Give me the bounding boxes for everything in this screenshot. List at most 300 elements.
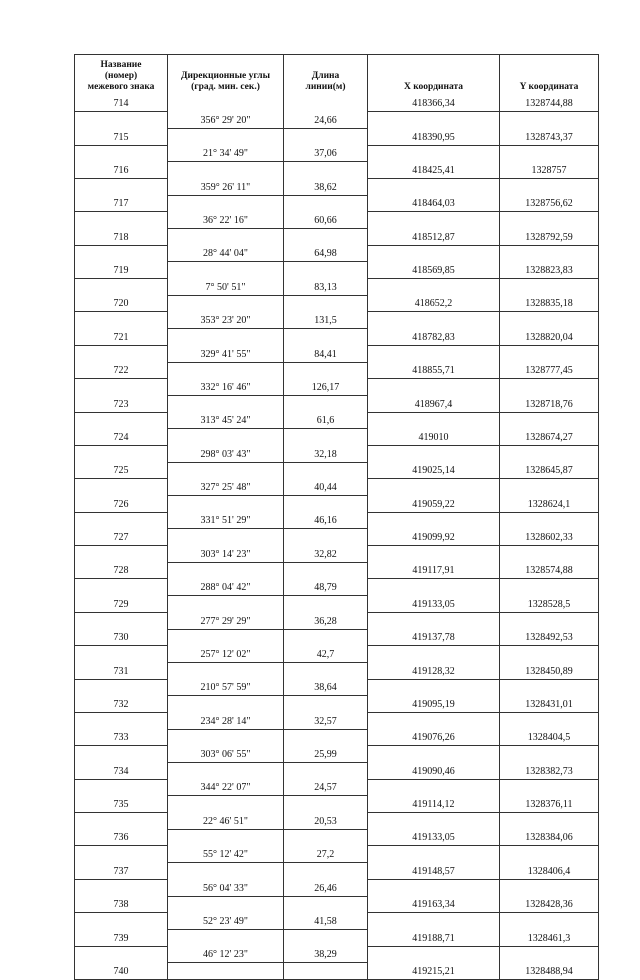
empty-cell bbox=[368, 679, 500, 696]
empty-cell bbox=[284, 295, 368, 312]
empty-cell bbox=[284, 562, 368, 579]
x-coordinate-cell: 418425,41 bbox=[368, 162, 500, 179]
point-name-cell: 716 bbox=[75, 162, 168, 179]
empty-cell bbox=[284, 896, 368, 913]
length-cell: 41,58 bbox=[284, 913, 368, 930]
empty-cell bbox=[500, 612, 599, 629]
point-name-cell: 736 bbox=[75, 829, 168, 846]
point-row bbox=[75, 128, 599, 145]
angle-cell: 356° 29' 20" bbox=[168, 112, 284, 129]
empty-cell bbox=[168, 796, 284, 813]
line-row bbox=[75, 279, 599, 296]
empty-cell bbox=[75, 712, 168, 729]
line-row bbox=[75, 846, 599, 863]
angle-cell: 313° 45' 24" bbox=[168, 412, 284, 429]
length-cell: 37,06 bbox=[284, 145, 368, 162]
empty-cell bbox=[368, 145, 500, 162]
point-name-cell: 720 bbox=[75, 295, 168, 312]
empty-cell bbox=[500, 646, 599, 663]
x-coordinate-cell: 418390,95 bbox=[368, 128, 500, 145]
empty-cell bbox=[284, 696, 368, 713]
point-name-cell: 728 bbox=[75, 562, 168, 579]
point-row bbox=[75, 195, 599, 212]
line-row bbox=[75, 379, 599, 396]
x-coordinate-cell: 419010 bbox=[368, 429, 500, 446]
angle-cell: 257° 12' 02" bbox=[168, 646, 284, 663]
empty-cell bbox=[168, 729, 284, 746]
coordinates-table bbox=[74, 54, 599, 980]
y-coordinate-cell: 1328756,62 bbox=[500, 195, 599, 212]
empty-cell bbox=[368, 512, 500, 529]
point-row bbox=[75, 763, 599, 780]
y-coordinate-cell: 1328624,1 bbox=[500, 496, 599, 513]
empty-cell bbox=[284, 596, 368, 613]
empty-cell bbox=[500, 579, 599, 596]
y-coordinate-cell: 1328743,37 bbox=[500, 128, 599, 145]
point-name-cell: 740 bbox=[75, 963, 168, 980]
line-row bbox=[75, 679, 599, 696]
point-row bbox=[75, 95, 599, 112]
point-row bbox=[75, 796, 599, 813]
point-row bbox=[75, 596, 599, 613]
point-row bbox=[75, 462, 599, 479]
empty-cell bbox=[284, 629, 368, 646]
angle-cell: 329° 41' 55" bbox=[168, 345, 284, 362]
empty-cell bbox=[500, 779, 599, 796]
x-coordinate-cell: 419137,78 bbox=[368, 629, 500, 646]
angle-cell: 303° 06' 55" bbox=[168, 746, 284, 763]
empty-cell bbox=[168, 262, 284, 279]
angle-cell: 52° 23' 49" bbox=[168, 913, 284, 930]
empty-cell bbox=[75, 112, 168, 129]
empty-cell bbox=[368, 345, 500, 362]
empty-cell bbox=[75, 846, 168, 863]
empty-cell bbox=[500, 479, 599, 496]
x-coordinate-cell: 419188,71 bbox=[368, 929, 500, 946]
point-row bbox=[75, 395, 599, 412]
empty-cell bbox=[500, 312, 599, 329]
empty-cell bbox=[75, 345, 168, 362]
empty-cell bbox=[168, 195, 284, 212]
y-coordinate-cell: 1328574,88 bbox=[500, 562, 599, 579]
point-row bbox=[75, 662, 599, 679]
empty-cell bbox=[168, 963, 284, 980]
x-coordinate-cell: 418652,2 bbox=[368, 295, 500, 312]
empty-cell bbox=[75, 479, 168, 496]
empty-cell bbox=[284, 262, 368, 279]
length-cell: 24,57 bbox=[284, 779, 368, 796]
length-cell: 84,41 bbox=[284, 345, 368, 362]
empty-cell bbox=[368, 813, 500, 830]
empty-cell bbox=[75, 913, 168, 930]
point-name-cell: 725 bbox=[75, 462, 168, 479]
empty-cell bbox=[368, 445, 500, 462]
point-name-cell: 732 bbox=[75, 696, 168, 713]
y-coordinate-cell: 1328376,11 bbox=[500, 796, 599, 813]
empty-cell bbox=[500, 879, 599, 896]
empty-cell bbox=[368, 779, 500, 796]
angle-cell: 55° 12' 42" bbox=[168, 846, 284, 863]
y-coordinate-cell: 1328718,76 bbox=[500, 395, 599, 412]
empty-cell bbox=[284, 729, 368, 746]
y-coordinate-cell: 1328645,87 bbox=[500, 462, 599, 479]
point-row bbox=[75, 696, 599, 713]
line-row bbox=[75, 646, 599, 663]
empty-cell bbox=[75, 646, 168, 663]
empty-cell bbox=[368, 379, 500, 396]
line-row bbox=[75, 579, 599, 596]
length-cell: 32,57 bbox=[284, 712, 368, 729]
angle-cell: 277° 29' 29" bbox=[168, 612, 284, 629]
empty-cell bbox=[75, 312, 168, 329]
empty-cell bbox=[75, 279, 168, 296]
length-cell: 32,82 bbox=[284, 546, 368, 563]
empty-cell bbox=[168, 863, 284, 880]
empty-cell bbox=[500, 546, 599, 563]
empty-cell bbox=[368, 612, 500, 629]
empty-cell bbox=[368, 846, 500, 863]
y-coordinate-cell: 1328777,45 bbox=[500, 362, 599, 379]
empty-cell bbox=[368, 913, 500, 930]
point-name-cell: 730 bbox=[75, 629, 168, 646]
point-name-cell: 734 bbox=[75, 763, 168, 780]
empty-cell bbox=[368, 412, 500, 429]
empty-cell bbox=[368, 746, 500, 763]
empty-cell bbox=[75, 245, 168, 262]
empty-cell bbox=[368, 178, 500, 195]
empty-cell bbox=[368, 212, 500, 229]
angle-cell: 234° 28' 14" bbox=[168, 712, 284, 729]
angle-cell: 359° 26' 11" bbox=[168, 178, 284, 195]
y-coordinate-cell: 1328428,36 bbox=[500, 896, 599, 913]
x-coordinate-cell: 418967,4 bbox=[368, 395, 500, 412]
point-name-cell: 718 bbox=[75, 229, 168, 246]
line-row bbox=[75, 712, 599, 729]
y-coordinate-cell: 1328461,3 bbox=[500, 929, 599, 946]
empty-cell bbox=[500, 412, 599, 429]
point-name-cell: 721 bbox=[75, 329, 168, 346]
empty-cell bbox=[368, 646, 500, 663]
point-row bbox=[75, 162, 599, 179]
point-row bbox=[75, 729, 599, 746]
empty-cell bbox=[75, 746, 168, 763]
y-coordinate-cell: 1328492,53 bbox=[500, 629, 599, 646]
line-row bbox=[75, 546, 599, 563]
empty-cell bbox=[284, 963, 368, 980]
point-name-cell: 731 bbox=[75, 662, 168, 679]
empty-cell bbox=[284, 763, 368, 780]
empty-cell bbox=[284, 229, 368, 246]
line-row bbox=[75, 345, 599, 362]
y-coordinate-cell: 1328406,4 bbox=[500, 863, 599, 880]
y-coordinate-cell: 1328404,5 bbox=[500, 729, 599, 746]
empty-cell bbox=[284, 662, 368, 679]
empty-cell bbox=[500, 279, 599, 296]
empty-cell bbox=[168, 596, 284, 613]
y-coordinate-cell: 1328835,18 bbox=[500, 295, 599, 312]
point-name-cell: 714 bbox=[75, 95, 168, 112]
x-coordinate-cell: 419059,22 bbox=[368, 496, 500, 513]
empty-cell bbox=[500, 679, 599, 696]
empty-cell bbox=[75, 679, 168, 696]
empty-cell bbox=[168, 662, 284, 679]
empty-cell bbox=[284, 796, 368, 813]
point-name-cell: 729 bbox=[75, 596, 168, 613]
angle-cell: 327° 25' 48" bbox=[168, 479, 284, 496]
empty-cell bbox=[168, 295, 284, 312]
empty-cell bbox=[500, 212, 599, 229]
length-cell: 25,99 bbox=[284, 746, 368, 763]
point-name-cell: 739 bbox=[75, 929, 168, 946]
angle-cell: 36° 22' 16" bbox=[168, 212, 284, 229]
empty-cell bbox=[500, 145, 599, 162]
line-row bbox=[75, 178, 599, 195]
empty-cell bbox=[368, 946, 500, 963]
y-coordinate-cell: 1328674,27 bbox=[500, 429, 599, 446]
point-name-cell: 727 bbox=[75, 529, 168, 546]
empty-cell bbox=[168, 529, 284, 546]
point-row bbox=[75, 429, 599, 446]
x-coordinate-cell: 418855,71 bbox=[368, 362, 500, 379]
empty-cell bbox=[500, 946, 599, 963]
empty-cell bbox=[368, 279, 500, 296]
table-header-row bbox=[75, 55, 599, 96]
length-cell: 64,98 bbox=[284, 245, 368, 262]
empty-cell bbox=[284, 95, 368, 112]
empty-cell bbox=[168, 629, 284, 646]
empty-cell bbox=[284, 829, 368, 846]
x-coordinate-cell: 418464,03 bbox=[368, 195, 500, 212]
point-row bbox=[75, 629, 599, 646]
line-row bbox=[75, 746, 599, 763]
empty-cell bbox=[168, 229, 284, 246]
line-row bbox=[75, 212, 599, 229]
empty-cell bbox=[284, 162, 368, 179]
point-row bbox=[75, 896, 599, 913]
line-row bbox=[75, 112, 599, 129]
empty-cell bbox=[500, 913, 599, 930]
x-coordinate-cell: 419090,46 bbox=[368, 763, 500, 780]
x-coordinate-cell: 419163,34 bbox=[368, 896, 500, 913]
empty-cell bbox=[168, 462, 284, 479]
empty-cell bbox=[75, 512, 168, 529]
length-cell: 38,64 bbox=[284, 679, 368, 696]
x-coordinate-cell: 419099,92 bbox=[368, 529, 500, 546]
x-coordinate-cell: 418569,85 bbox=[368, 262, 500, 279]
point-row bbox=[75, 863, 599, 880]
line-row bbox=[75, 312, 599, 329]
point-name-cell: 722 bbox=[75, 362, 168, 379]
y-coordinate-cell: 1328744,88 bbox=[500, 95, 599, 112]
angle-cell: 56° 04' 33" bbox=[168, 879, 284, 896]
point-name-cell: 735 bbox=[75, 796, 168, 813]
empty-cell bbox=[75, 145, 168, 162]
y-coordinate-cell: 1328528,5 bbox=[500, 596, 599, 613]
point-row bbox=[75, 929, 599, 946]
empty-cell bbox=[284, 929, 368, 946]
length-cell: 46,16 bbox=[284, 512, 368, 529]
empty-cell bbox=[75, 445, 168, 462]
empty-cell bbox=[368, 245, 500, 262]
angle-cell: 331° 51' 29" bbox=[168, 512, 284, 529]
empty-cell bbox=[284, 362, 368, 379]
empty-cell bbox=[368, 579, 500, 596]
empty-cell bbox=[168, 162, 284, 179]
length-cell: 126,17 bbox=[284, 379, 368, 396]
length-cell: 27,2 bbox=[284, 846, 368, 863]
length-cell: 40,44 bbox=[284, 479, 368, 496]
y-coordinate-cell: 1328823,83 bbox=[500, 262, 599, 279]
point-row bbox=[75, 329, 599, 346]
empty-cell bbox=[168, 696, 284, 713]
table-body bbox=[75, 95, 599, 980]
point-row bbox=[75, 829, 599, 846]
empty-cell bbox=[284, 529, 368, 546]
y-coordinate-cell: 1328820,04 bbox=[500, 329, 599, 346]
header-length: Длина линии(м) bbox=[284, 55, 368, 96]
x-coordinate-cell: 419095,19 bbox=[368, 696, 500, 713]
empty-cell bbox=[168, 429, 284, 446]
empty-cell bbox=[368, 879, 500, 896]
x-coordinate-cell: 419215,21 bbox=[368, 963, 500, 980]
x-coordinate-cell: 418366,34 bbox=[368, 95, 500, 112]
x-coordinate-cell: 419128,32 bbox=[368, 662, 500, 679]
line-row bbox=[75, 813, 599, 830]
line-row bbox=[75, 512, 599, 529]
header-y: Y координата bbox=[500, 55, 599, 96]
empty-cell bbox=[500, 445, 599, 462]
empty-cell bbox=[168, 395, 284, 412]
angle-cell: 288° 04' 42" bbox=[168, 579, 284, 596]
empty-cell bbox=[500, 813, 599, 830]
y-coordinate-cell: 1328792,59 bbox=[500, 229, 599, 246]
point-name-cell: 715 bbox=[75, 128, 168, 145]
empty-cell bbox=[75, 546, 168, 563]
line-row bbox=[75, 913, 599, 930]
empty-cell bbox=[75, 813, 168, 830]
length-cell: 60,66 bbox=[284, 212, 368, 229]
length-cell: 20,53 bbox=[284, 813, 368, 830]
y-coordinate-cell: 1328382,73 bbox=[500, 763, 599, 780]
empty-cell bbox=[284, 496, 368, 513]
empty-cell bbox=[168, 929, 284, 946]
point-name-cell: 738 bbox=[75, 896, 168, 913]
point-row bbox=[75, 496, 599, 513]
empty-cell bbox=[500, 345, 599, 362]
x-coordinate-cell: 419076,26 bbox=[368, 729, 500, 746]
empty-cell bbox=[168, 829, 284, 846]
angle-cell: 21° 34' 49" bbox=[168, 145, 284, 162]
empty-cell bbox=[368, 546, 500, 563]
empty-cell bbox=[168, 562, 284, 579]
line-row bbox=[75, 245, 599, 262]
length-cell: 36,28 bbox=[284, 612, 368, 629]
point-name-cell: 733 bbox=[75, 729, 168, 746]
length-cell: 38,29 bbox=[284, 946, 368, 963]
point-name-cell: 724 bbox=[75, 429, 168, 446]
point-row bbox=[75, 562, 599, 579]
point-name-cell: 719 bbox=[75, 262, 168, 279]
header-name: Название (номер) межевого знака bbox=[75, 55, 168, 96]
empty-cell bbox=[500, 746, 599, 763]
length-cell: 83,13 bbox=[284, 279, 368, 296]
empty-cell bbox=[500, 245, 599, 262]
empty-cell bbox=[368, 479, 500, 496]
empty-cell bbox=[500, 379, 599, 396]
empty-cell bbox=[75, 612, 168, 629]
point-row bbox=[75, 295, 599, 312]
empty-cell bbox=[168, 329, 284, 346]
angle-cell: 298° 03' 43" bbox=[168, 445, 284, 462]
empty-cell bbox=[75, 579, 168, 596]
empty-cell bbox=[284, 429, 368, 446]
length-cell: 48,79 bbox=[284, 579, 368, 596]
empty-cell bbox=[284, 195, 368, 212]
empty-cell bbox=[500, 512, 599, 529]
point-row bbox=[75, 229, 599, 246]
point-name-cell: 726 bbox=[75, 496, 168, 513]
empty-cell bbox=[75, 178, 168, 195]
header-angle: Дирекционные углы (град. мин. сек.) bbox=[168, 55, 284, 96]
empty-cell bbox=[500, 112, 599, 129]
empty-cell bbox=[168, 763, 284, 780]
line-row bbox=[75, 445, 599, 462]
empty-cell bbox=[75, 379, 168, 396]
empty-cell bbox=[500, 178, 599, 195]
x-coordinate-cell: 419117,91 bbox=[368, 562, 500, 579]
header-x: X координата bbox=[368, 55, 500, 96]
empty-cell bbox=[500, 846, 599, 863]
y-coordinate-cell: 1328450,89 bbox=[500, 662, 599, 679]
empty-cell bbox=[75, 212, 168, 229]
empty-cell bbox=[368, 112, 500, 129]
empty-cell bbox=[168, 896, 284, 913]
empty-cell bbox=[168, 95, 284, 112]
length-cell: 38,62 bbox=[284, 178, 368, 195]
length-cell: 24,66 bbox=[284, 112, 368, 129]
y-coordinate-cell: 1328488,94 bbox=[500, 963, 599, 980]
length-cell: 131,5 bbox=[284, 312, 368, 329]
y-coordinate-cell: 1328602,33 bbox=[500, 529, 599, 546]
point-row bbox=[75, 529, 599, 546]
x-coordinate-cell: 419148,57 bbox=[368, 863, 500, 880]
y-coordinate-cell: 1328431,01 bbox=[500, 696, 599, 713]
angle-cell: 332° 16' 46" bbox=[168, 379, 284, 396]
line-row bbox=[75, 412, 599, 429]
empty-cell bbox=[284, 462, 368, 479]
x-coordinate-cell: 419025,14 bbox=[368, 462, 500, 479]
angle-cell: 46° 12' 23" bbox=[168, 946, 284, 963]
angle-cell: 303° 14' 23" bbox=[168, 546, 284, 563]
empty-cell bbox=[168, 128, 284, 145]
empty-cell bbox=[284, 329, 368, 346]
x-coordinate-cell: 418512,87 bbox=[368, 229, 500, 246]
angle-cell: 22° 46' 51" bbox=[168, 813, 284, 830]
empty-cell bbox=[75, 879, 168, 896]
angle-cell: 7° 50' 51" bbox=[168, 279, 284, 296]
angle-cell: 353° 23' 20" bbox=[168, 312, 284, 329]
empty-cell bbox=[500, 712, 599, 729]
point-name-cell: 717 bbox=[75, 195, 168, 212]
length-cell: 42,7 bbox=[284, 646, 368, 663]
point-row bbox=[75, 963, 599, 980]
line-row bbox=[75, 879, 599, 896]
empty-cell bbox=[284, 863, 368, 880]
x-coordinate-cell: 418782,83 bbox=[368, 329, 500, 346]
angle-cell: 210° 57' 59" bbox=[168, 679, 284, 696]
line-row bbox=[75, 612, 599, 629]
line-row bbox=[75, 779, 599, 796]
